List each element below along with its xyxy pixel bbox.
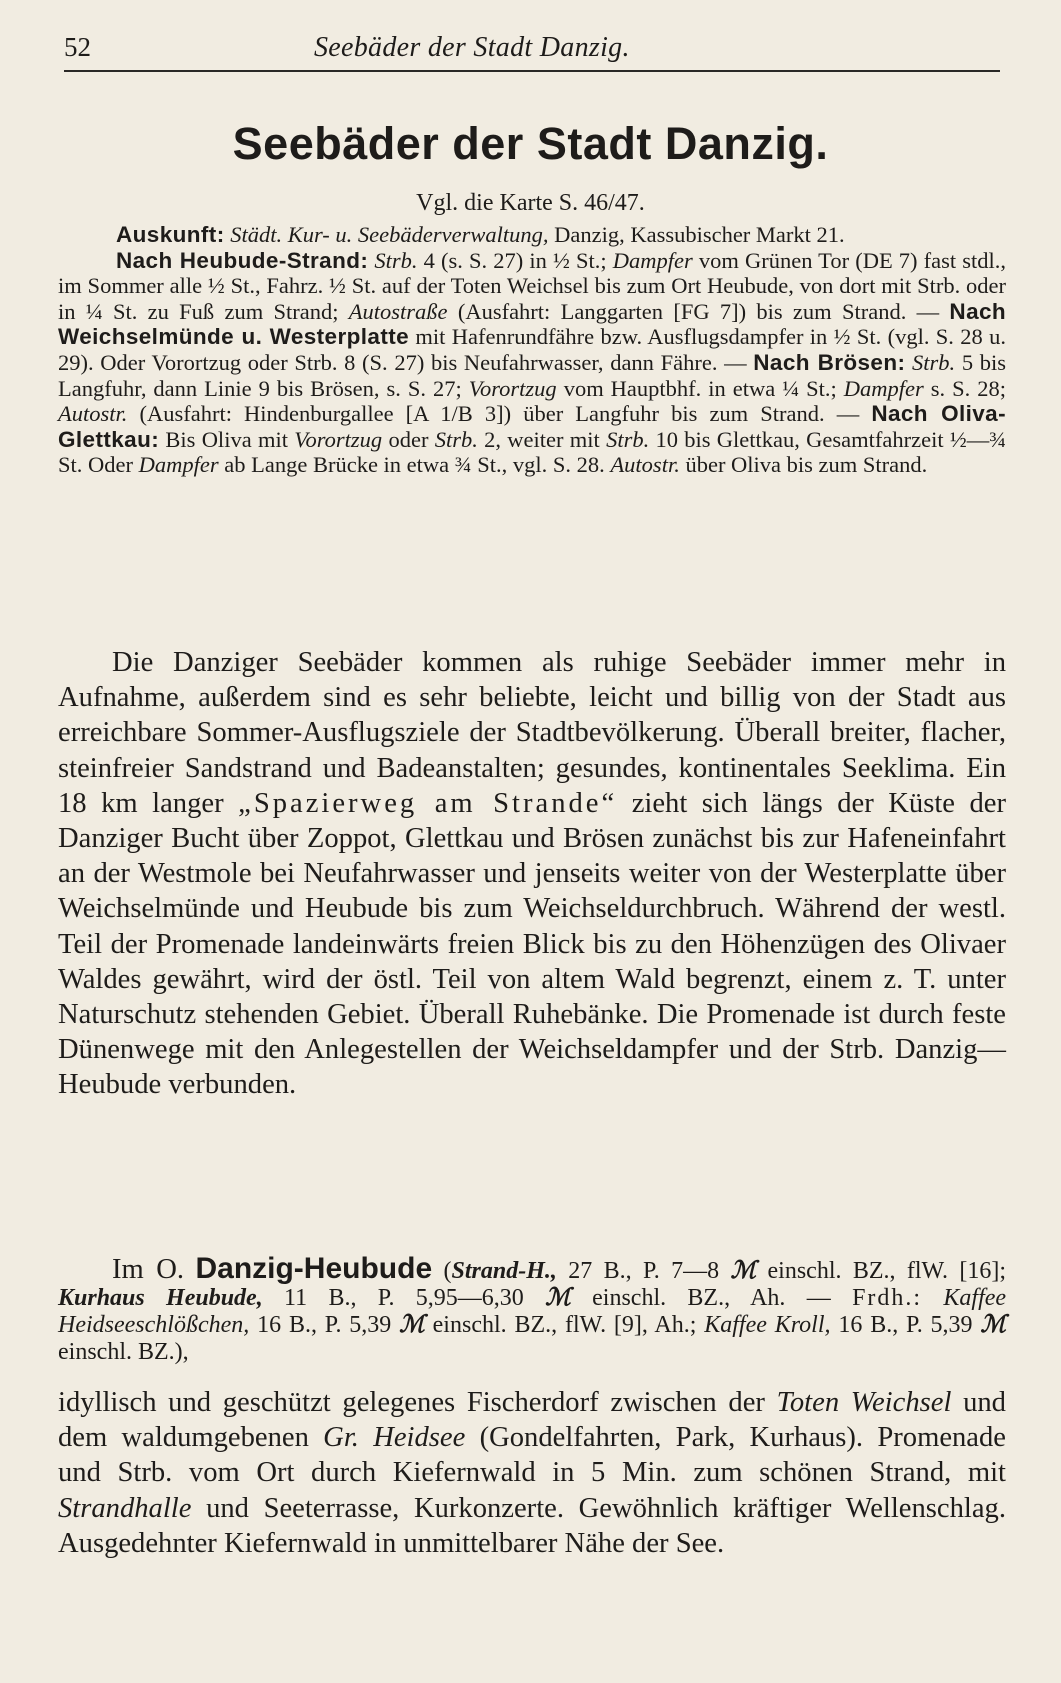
- routes-paragraph: [58, 248, 1006, 478]
- guesthouse-name: Kaffee Kroll,: [704, 1312, 831, 1338]
- vorortzug-term: Vorortzug: [294, 426, 383, 452]
- travel-info: [58, 222, 1006, 478]
- guesthouse-name: Kaffee Heidseeschlößchen,: [58, 1285, 1007, 1338]
- hotel-info: einschl. BZ.),: [58, 1339, 189, 1365]
- route-text: (Ausfahrt: Langgarten [FG 7]) bis zum Strand. —: [457, 298, 940, 324]
- auskunft-address: Danzig, Kassubischer Markt 21.: [554, 222, 845, 247]
- route-text: (Ausfahrt: Hindenburgallee [A 1/B 3]) über Langfuhr bis zum Strand. —: [139, 401, 860, 427]
- promenade-name: „Spazierweg am Strande“: [238, 787, 618, 819]
- hotel-info: einschl. BZ., Ah. —: [592, 1285, 831, 1311]
- route-heubude-label: Nach Heubude-Strand:: [116, 247, 369, 273]
- route-text: s. S. 28;: [930, 375, 1007, 401]
- auskunft-label: Auskunft:: [116, 222, 225, 247]
- chapter-title: Seebäder der Stadt Danzig.: [232, 118, 829, 169]
- description-text: (Gondelfahrten, Park, Kurhaus). Promenade und Strb. vom Ort durch Kiefernwald in 5 Min. zum schönen Strand, mit: [58, 1422, 1006, 1489]
- running-title: Seebäder der Stadt Danzig.: [314, 32, 630, 63]
- route-text: vom Grünen Tor (DE 7) fast stdl., im Sommer alle ½ St., Fahrz. ½ St. auf der Toten Weichsel bis zum Ort Heubude, von dort mit Strb. oder in ¼ St. zu Fuß zum Strand;: [58, 247, 1007, 324]
- autostrasse-term: Autostr.: [610, 452, 680, 478]
- route-text: 4 (s. S. 27) in ½ St.;: [423, 247, 607, 273]
- frdh-label: Frdh.:: [852, 1285, 923, 1311]
- hotel-info: einschl. BZ., flW. [9], Ah.;: [432, 1312, 697, 1338]
- autostrasse-term: Autostr.: [58, 401, 128, 427]
- route-text: ab Lange Brücke in etwa ¾ St., vgl. S. 28.: [224, 452, 605, 478]
- hotel-info: 16 B., P. 5,39: [257, 1312, 392, 1338]
- auskunft-org: Städt. Kur- u. Seebäderverwaltung,: [230, 222, 549, 247]
- strb-term: Strb.: [912, 349, 956, 375]
- dampfer-term: Dampfer: [612, 247, 693, 273]
- page-number: 52: [64, 32, 91, 62]
- heubude-description-paragraph: [58, 1385, 1006, 1561]
- description-text: und dem waldumgebenen: [58, 1387, 1006, 1454]
- section-lead: Im O.: [112, 1254, 185, 1285]
- travel-info-paragraph: [58, 222, 1006, 248]
- heubude-description: [58, 1385, 1006, 1561]
- heubude-hotels: [58, 1252, 1007, 1366]
- route-text: 2, weiter mit: [484, 426, 600, 452]
- map-reference: Vgl. die Karte S. 46/47.: [416, 190, 645, 216]
- hotel-name: Kurhaus Heubude,: [58, 1285, 263, 1311]
- place-name: Strandhalle: [58, 1492, 192, 1524]
- strb-term: Strb.: [606, 426, 650, 452]
- route-text: vom Hauptbhf. in etwa ¼ St.;: [563, 375, 837, 401]
- hotel-info: einschl. BZ., flW. [16];: [767, 1258, 1007, 1284]
- dampfer-term: Dampfer: [138, 452, 219, 478]
- mark-symbol: ℳ: [730, 1258, 757, 1284]
- route-text: oder: [388, 426, 429, 452]
- place-name: Gr. Heidsee: [323, 1422, 466, 1454]
- hotel-name: Strand-H.,: [451, 1258, 557, 1284]
- description-paragraph: [58, 645, 1006, 1103]
- route-text: über Oliva bis zum Strand.: [685, 452, 928, 478]
- place-name: Toten Weichsel: [776, 1387, 952, 1418]
- description-text: und Seeterrasse, Kurkonzerte. Gewöhnlich kräftiger Wellenschlag. Ausgedehnter Kiefernwald in unmittelbarer Nähe der See.: [58, 1492, 1006, 1559]
- route-text: 10 bis Glettkau, Gesamtfahrzeit ½—¾ St. Oder: [58, 426, 1007, 478]
- heubude-hotels-paragraph: Im O. Danzig-Heubude (Strand-H., 27 B., P. 7—8 ℳ einschl. BZ., flW. [16]; Kurhaus Heubude, 11 B., P. 5,95—6,30 ℳ einschl. BZ., Ah. — Frdh.: Kaffee Heidseeschlößchen, 16 B., P. 5,39 ℳ einschl. BZ., flW. [9], Ah.; Kaffee Kroll, 16 B., P. 5,39 ℳ einschl. BZ.),: [58, 1252, 1007, 1365]
- vorortzug-term: Vorortzug: [468, 375, 557, 401]
- autostrasse-term: Autostraße: [348, 298, 448, 324]
- hotel-info: 16 B., P. 5,39: [838, 1312, 973, 1338]
- place-heading: Danzig-Heubude: [195, 1252, 433, 1285]
- mark-symbol: ℳ: [545, 1285, 571, 1311]
- mark-symbol: ℳ: [980, 1312, 1007, 1338]
- description-text: idyllisch und geschützt gelegenes Fischerdorf zwischen der: [58, 1387, 765, 1418]
- strb-term: Strb.: [374, 247, 418, 273]
- route-text: 5 bis Langfuhr, dann Linie 9 bis Brösen, s. S. 27;: [58, 349, 1007, 401]
- description-block: [58, 645, 1006, 1103]
- hotel-info: 11 B., P. 5,95—6,30: [284, 1285, 524, 1311]
- running-header: [64, 30, 1000, 72]
- route-text: Bis Oliva mit: [165, 426, 288, 452]
- strb-term: Strb.: [434, 426, 478, 452]
- dampfer-term: Dampfer: [843, 375, 924, 401]
- route-text: mit Hafenrundfähre bzw. Ausflugsdampfer in ½ St. (vgl. S. 28 u. 29). Oder Vorortzug oder Strb. 8 (S. 27) bis Neufahrwasser, dann Fähre. —: [58, 324, 1006, 375]
- description-text: zieht sich längs der Küste der Danziger Bucht über Zoppot, Glettkau und Brösen zunächst bis zur Hafeneinfahrt an der Westmole bei Neufahrwasser und jenseits weiter von der Westerplatte über Weichselmünde und Heubude bis zum Weichseldurchbruch. Während der westl. Teil der Promenade landeinwärts freien Blick bis zu den Höhenzügen des Olivaer Waldes gewährt, wird der östl. Teil von altem Wald begrenzt, einem z. T. unter Naturschutz stehenden Gebiet. Überall Ruhebänke. Die Promenade ist durch feste Dünenwege mit den Anlegestellen der Weichseldampfer und der Strb. Danzig—Heubude verbunden.: [58, 787, 1006, 1101]
- route-oliva-label: Nach Oliva-Glettkau:: [58, 401, 1006, 452]
- hotel-info: 27 B., P. 7—8: [568, 1258, 720, 1284]
- route-weichselmuende-label: Nach Weichselmünde u. Westerplatte: [58, 298, 1007, 350]
- route-broesen-label: Nach Brösen:: [753, 349, 906, 375]
- mark-symbol: ℳ: [399, 1312, 425, 1338]
- description-text: Die Danziger Seebäder kommen als ruhige Seebäder immer mehr in Aufnahme, außerdem sind es sehr beliebte, leicht und billig von der Stadt aus erreichbare Sommer-Ausflugsziele der Stadtbevölkerung. Überall breiter, flacher, steinfreier Sandstrand und Badeanstalten; gesundes, kontinentales Seeklima. Ein 18 km langer: [58, 647, 1006, 819]
